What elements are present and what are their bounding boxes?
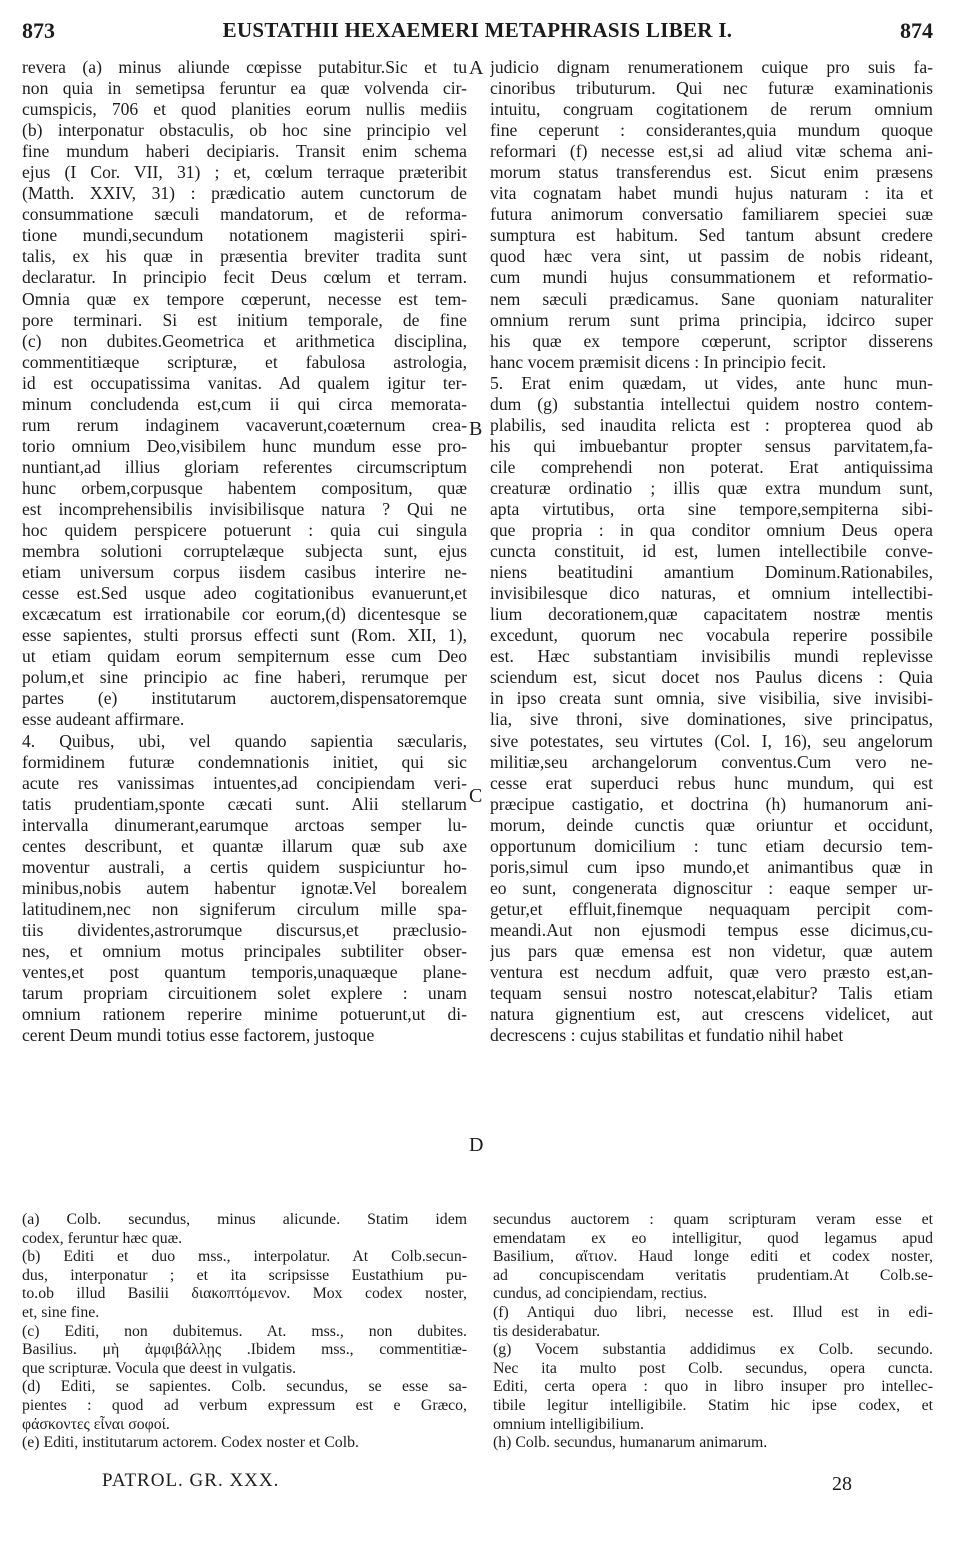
text-line: vita cognatam habet mundi hujus naturam : ita et	[490, 183, 933, 204]
text-line: excedunt, quorum nec vocabula reperire possibile	[490, 625, 933, 646]
text-line: omnium rerum sunt prima principia, idcirco super	[490, 309, 933, 330]
text-line: revera (a) minus aliunde cœpisse putabitur.Sic et tu	[22, 57, 467, 77]
text-line: (b) interponatur obstaculis, ob hoc sine principio vel	[22, 120, 467, 141]
text-line: præcipue castigatio, et doctrina (h) humanorum ani-	[490, 793, 933, 814]
text-line: moventur australi, a certis quidem suspiciuntur ho-	[22, 856, 467, 877]
footnote-line: (g) Vocem substantia addidimus ex Colb. secundo.	[493, 1341, 933, 1359]
text-line: tatis prudentiam,sponte cæcati sunt. Alii stellarum	[22, 793, 467, 814]
text-line: cerent Deum mundi totius esse factorem, justoque	[22, 1025, 375, 1046]
text-line: invisibilesque dico naturas, et omnium intellectibi-	[490, 583, 933, 604]
margin-letter-c: C	[469, 785, 483, 807]
text-line: lium decorationem,quæ capacitatem nostræ mentis	[490, 604, 933, 625]
text-line: (c) non dubites.Geometrica et arithmetica disciplina,	[22, 330, 467, 351]
text-line: tione mundi,secundum notationem magisterii spiri-	[22, 225, 467, 246]
text-line: centes describunt, et quantæ illarum quæ sub axe	[22, 835, 467, 856]
text-line: apta virtutibus, orta sine tempore,sempiterna sibi-	[490, 498, 933, 519]
text-line: sive potestates, seu virtutes (Col. I, 16), seu angelorum	[490, 730, 933, 751]
text-line: etiam universum corpus iisdem casibus interire ne-	[22, 562, 467, 583]
text-line: hanc vocem præmisit dicens : In principio fecit.	[490, 351, 827, 372]
footnote-line: emendatam ex eo intelligitur, quod legamus apud	[493, 1229, 933, 1247]
text-line: cumspicis, 706 et quod planities eorum nullis mediis	[22, 99, 467, 120]
footnote-line: to.ob illud Basilii διακοπτόμενον. Mox codex noster,	[22, 1285, 467, 1303]
text-line: meandi.Aut non ejusmodi tempus esse dicimus,cu-	[490, 919, 933, 940]
text-line: hunc orbem,corpusque habentem compositum, quæ	[22, 477, 467, 498]
text-line: cum mundi hujus consummationem et reformatio-	[490, 267, 933, 288]
footnote-line: secundus auctorem : quam scripturam veram esse et	[493, 1211, 933, 1228]
text-line: membra solutioni corruptelæque subjecta sunt, ejus	[22, 541, 467, 562]
text-line: reformari (f) necesse est,si ad aliud vitæ schema ani-	[490, 141, 933, 162]
text-line: talis, ex his quæ in præsentia breviter tradita sunt	[22, 246, 467, 267]
footnote-line: (f) Antiqui duo libri, necesse est. Illud est in edi-	[493, 1303, 933, 1321]
running-title: EUSTATHII HEXAEMERI METAPHRASIS LIBER I.	[222, 18, 733, 42]
text-line: morum, deinde cunctis quæ oriuntur et occidunt,	[490, 814, 933, 835]
text-line: 4. Quibus, ubi, vel quando sapientia sæcularis,	[22, 730, 467, 751]
text-line: ejus (I Cor. VII, 31) ; et, cœlum terraque præteribit	[22, 162, 467, 183]
text-line: natura gignentium est, aut crescens videlicet, aut	[490, 1004, 933, 1025]
margin-letter-b: B	[469, 418, 483, 440]
text-line: minibus,nobis autem habentur ignotæ.Vel borealem	[22, 877, 467, 898]
footnote-line: et, sine fine.	[22, 1303, 100, 1321]
text-line: poris,simul cum ipso mundo,et animantibus quæ in	[490, 856, 933, 877]
footnote-line: omnium intelligibilium.	[493, 1415, 644, 1433]
text-line: id est occupatissima vanitas. Ad qualem igitur ter-	[22, 372, 467, 393]
text-line: his qui imbuebantur propter sensus parvitatem,fa-	[490, 435, 933, 456]
text-line: hoc quidem perspicere potuerunt : quia cui singula	[22, 520, 467, 541]
text-line: nuntiant,ad illius gloriam referentes circumscriptum	[22, 456, 467, 477]
text-line: commentitiæque scripturæ, et fabulosa astrologia,	[22, 351, 467, 372]
footnote-line: (b) Editi et duo mss., interpolatur. At Colb.secun-	[22, 1248, 467, 1266]
text-line: in ipso creata sunt omnia, sive visibilia, sive invisibi-	[490, 688, 933, 709]
text-line: cesse erat superduci rebus hunc mundum, qui est	[490, 772, 933, 793]
text-line: non quia in semetipsa feruntur ea quæ volvenda cir-	[22, 78, 467, 99]
text-line: ventes,et post quantum temporis,unaquæque plane-	[22, 962, 467, 983]
series-footer: PATROL. GR. XXX.	[102, 1470, 280, 1491]
text-line: pore terminari. Si est initium temporale, de fine	[22, 309, 467, 330]
footnote-line: cundus, ad concipiendam, rectius.	[493, 1285, 708, 1303]
text-line: excæcatum est irrationabile cor eorum,(d) dicentesque se	[22, 604, 467, 625]
text-line: lia, sive throni, sive dominationes, sive principatus,	[490, 709, 933, 730]
page-number-left: 873	[22, 18, 55, 43]
footnote-line: que scripturæ. Vocula que deest in vulgatis.	[22, 1359, 297, 1377]
text-line: creaturæ ordinatio ; illis quæ extra mundum sunt,	[490, 477, 933, 498]
text-line: que propria : in qua conditor omnium Deus opera	[490, 520, 933, 541]
text-line: sciendum est, sicut docet nos Paulus dicens : Quia	[490, 667, 933, 688]
page-header	[22, 18, 933, 46]
footnotes-right	[493, 1211, 933, 1453]
footnote-line: (a) Colb. secundus, minus alicunde. Statim idem	[22, 1211, 467, 1228]
footnote-line: Editi, certa opera : quo in libro insuper pro intellec-	[493, 1378, 933, 1396]
footnote-line: Basilium, αἴτιον. Haud longe editi et codex noster,	[493, 1248, 933, 1266]
text-line: fine mundum haberi decipiaris. Transit enim schema	[22, 141, 467, 162]
footnote-line: Nec ita multo post Colb. secundus, opera cuncta.	[493, 1359, 933, 1377]
footnote-line: (h) Colb. secundus, humanarum animarum.	[493, 1434, 768, 1452]
text-line: polum,et sine principio ac fine haberi, rerumque per	[22, 667, 467, 688]
text-line: ventura est necdum adfuit, quæ vero præsto est,an-	[490, 962, 933, 983]
left-text-column	[22, 57, 467, 1046]
text-line: rum rerum indaginem vacaverunt,coæternum crea-	[22, 414, 467, 435]
footnote-line: Basilius. μὴ ἀμφιβάλλῃς .Ibidem mss., commentitiæ-	[22, 1341, 467, 1359]
text-line: getur,et effluit,finemque nequaquam percipit com-	[490, 898, 933, 919]
text-line: fine ceperunt : considerantes,quia mundum quoque	[490, 120, 933, 141]
text-line: consummatione sæculi mandatorum, et de reforma-	[22, 204, 467, 225]
footnote-line: (c) Editi, non dubitemus. At. mss., non dubites.	[22, 1322, 467, 1340]
text-line: plabilis, sed inaudita relicta est : propterea quod ab	[490, 414, 933, 435]
signature-mark: 28	[832, 1473, 852, 1495]
text-line: decrescens : cujus stabilitas et fundatio nihil habet	[490, 1025, 844, 1046]
footnote-line: codex, feruntur hæc quæ.	[22, 1229, 183, 1247]
text-line: futura animorum conversatio familiarem speciei suæ	[490, 204, 933, 225]
text-line: opportunum domicilium : tunc etiam decursio tem-	[490, 835, 933, 856]
margin-letter-a: A	[469, 57, 484, 79]
text-line: nes, et omnium motus principales subtiliter obser-	[22, 940, 467, 961]
text-line: his quæ ex tempore cœperunt, scriptor disserens	[490, 330, 933, 351]
footnote-line: pientes : quod ad verbum expressum est e Græco,	[22, 1396, 467, 1414]
text-line: declaratur. In principio fecit Deus cœlum et terram.	[22, 267, 467, 288]
text-line: cile comprehendi non poterat. Erat antiquissima	[490, 456, 933, 477]
text-line: tarum propriam circuitionem solet explere : unam	[22, 983, 467, 1004]
footnotes-left	[22, 1211, 467, 1453]
text-line: formidinem futuræ condemnationis initiet, qui sic	[22, 751, 467, 772]
text-line: omnium rationem reperire minime potuerunt,ut di-	[22, 1004, 467, 1025]
text-line: ut etiam quidam eorum sempiternum esse cum Deo	[22, 646, 467, 667]
text-line: est incomprehensibilis invisibilisque natura ? Qui ne	[22, 498, 467, 519]
text-line: latitudinem,nec non signiferum circulum mille spa-	[22, 898, 467, 919]
text-line: judicio dignam renumerationem cuique pro suis fa-	[490, 57, 933, 77]
footnote-line: φάσκοντες εἶναι σοφοί.	[22, 1415, 170, 1433]
text-line: niens beatitudini amantium Dominum.Rationabiles,	[490, 562, 933, 583]
footnote-line: ad concupiscendam veritatis prudentiam.At Colb.se-	[493, 1266, 933, 1284]
text-line: torio omnium Deo,visibilem hunc mundum esse pro-	[22, 435, 467, 456]
text-line: minum concludenda est,cum ii qui circa memorata-	[22, 393, 467, 414]
footnote-line: (e) Editi, institutarum actorem. Codex noster et Colb.	[22, 1434, 359, 1452]
text-line: intervalla dinumerant,earumque arctoas semper lu-	[22, 814, 467, 835]
text-line: partes (e) institutarum auctorem,dispensatoremque	[22, 688, 467, 709]
footnote-line: (d) Editi, se sapientes. Colb. secundus, se esse sa-	[22, 1378, 467, 1396]
right-text-column	[490, 57, 933, 1046]
text-line: esse sapientes, stulti prorsus effecti sunt (Rom. XII, 1),	[22, 625, 467, 646]
footnote-line: dus, interponatur ; et ita scripsisse Eustathium pu-	[22, 1266, 467, 1284]
text-line: cinoribus tributurum. Qui nec futuræ examinationis	[490, 78, 933, 99]
footnote-line: tis desiderabatur.	[493, 1322, 601, 1340]
page-number-right: 874	[900, 18, 933, 43]
text-line: jus pars quæ emensa est non videtur, quæ autem	[490, 940, 933, 961]
text-line: cuncta constituit, id est, lumen intellectibile conve-	[490, 541, 933, 562]
text-line: esse audeant affirmare.	[22, 709, 185, 730]
text-line: cesse est.Sed usque adeo cogitationibus evanuerunt,et	[22, 583, 467, 604]
text-line: morum status transferendus est. Sicut enim præsens	[490, 162, 933, 183]
footnote-line: tibile legitur intelligibile. Statim hic ipse codex, et	[493, 1396, 933, 1414]
margin-letter-d: D	[469, 1134, 484, 1156]
text-line: quod hæc vera sint, ut passim de nobis rideant,	[490, 246, 933, 267]
text-line: militiæ,seu archangelorum conventus.Cum vero ne-	[490, 751, 933, 772]
text-line: eo sunt, congenerata dignoscitur : eaque semper ur-	[490, 877, 933, 898]
text-line: dum (g) substantia intellectui quidem nostro contem-	[490, 393, 933, 414]
text-line: acute res vanissimas intuentes,ad concipiendam veri-	[22, 772, 467, 793]
text-line: 5. Erat enim quædam, ut vides, ante hunc mun-	[490, 372, 933, 393]
text-line: nem sæculi prædicamus. Sane quoniam naturaliter	[490, 288, 933, 309]
text-line: Omnia quæ ex tempore cœperunt, necesse est tem-	[22, 288, 467, 309]
text-line: tequam sensui nostro notescat,elabitur? Talis etiam	[490, 983, 933, 1004]
text-line: (Matth. XXIV, 31) : prædicatio autem cunctorum de	[22, 183, 467, 204]
text-line: est. Hæc substantiam invisibilis mundi replevisse	[490, 646, 933, 667]
text-line: intuitu, congruam cogitationem de rerum omnium	[490, 99, 933, 120]
text-line: tiis dividentes,astrorumque discursus,et præclusio-	[22, 919, 467, 940]
text-line: sumptura est habitum. Sed tantum absunt credere	[490, 225, 933, 246]
